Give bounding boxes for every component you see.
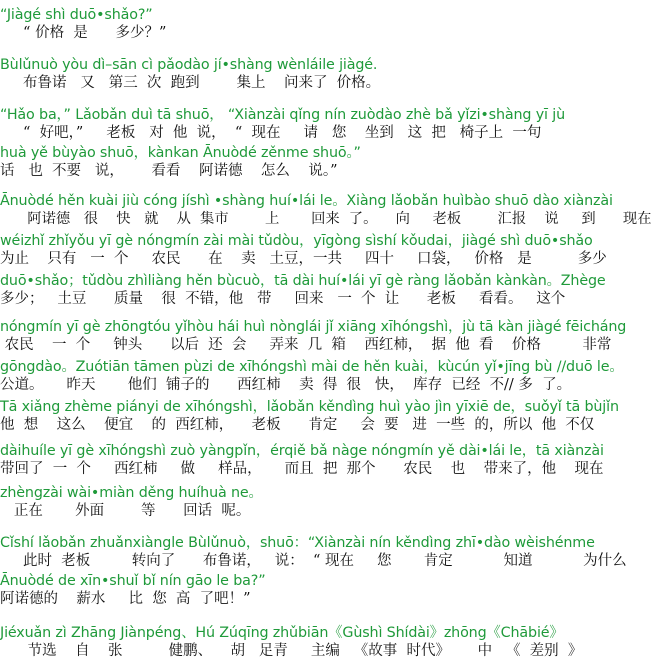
pinyin-line: Ānuòdé hěn kuài jiù cóng jíshì •shàng huí•lái le。Xiàng lǎobǎn huìbào shuō dào xiànzài xyxy=(0,193,613,209)
hanzi-line: 多少； 土豆 质量 很 不错，他 带 回来 一 个 让 老板 看看。 这个 xyxy=(0,291,566,307)
hanzi-line: 为止 只有 一 个 农民 在 卖 土豆，一共 四十 口袋， 价格 是 多少 xyxy=(0,251,607,267)
pinyin-line: Ānuòdé de xīn•shuǐ bǐ nín gāo le ba?” xyxy=(0,573,266,589)
hanzi-line: 布鲁诺 又 第三 次 跑到 集上 问来了 价格。 xyxy=(0,75,381,91)
hanzi-line: 公道。 昨天 他们 铺子的 西红柿 卖 得 很 快， 库存 已经 不// 多 了。 xyxy=(0,377,572,393)
pinyin-line: Jiéxuǎn zì Zhāng Jiànpéng、Hú Zúqīng zhǔbiān《Gùshì Shídài》zhōng《Chābié》 xyxy=(0,625,564,641)
pinyin-line: nóngmín yī gè zhōngtóu yǐhòu hái huì nònglái jǐ xiāng xīhóngshì，jù tā kàn jiàgé fēicháng xyxy=(0,319,627,335)
pinyin-line: wéizhǐ zhǐyǒu yī gè nóngmín zài mài tǔdòu，yīgòng sìshí kǒudai，jiàgé shì duō•shǎo xyxy=(0,233,593,249)
pinyin-line: “Jiàgé shì duō•shǎo?” xyxy=(0,7,153,23)
hanzi-line: “ 价格 是 多少？” xyxy=(0,25,167,41)
hanzi-line: 阿诺德 很 快 就 从 集市 上 回来 了。 向 老板 汇报 说 到 现在 xyxy=(0,211,652,227)
pinyin-line: Cǐshí lǎobǎn zhuǎnxiàngle Bùlǔnuò，shuō：“Xiànzài nín kěndìng zhī•dào wèishénme xyxy=(0,535,595,551)
hanzi-line: 此时 老板 转向了 布鲁诺， 说： “ 现在 您 肯定 知道 为什么 xyxy=(0,553,627,569)
pinyin-line: huà yě bùyào shuō，kànkan Ānuòdé zěnme shuō。” xyxy=(0,145,361,161)
pinyin-line: gōngdào。Zuótiān tāmen pùzi de xīhóngshì mài de hěn kuài，kùcún yǐ•jīng bù //duō le。 xyxy=(0,359,624,375)
pinyin-line: zhèngzài wài•miàn děng huíhuà ne。 xyxy=(0,485,263,501)
hanzi-line: 正在 外面 等 回话 呢。 xyxy=(0,503,251,519)
hanzi-line: 带回了 一 个 西红柿 做 样品， 而且 把 那个 农民 也 带来了，他 现在 xyxy=(0,461,604,477)
hanzi-line: 话 也 不要 说， 看看 阿诺德 怎么 说。” xyxy=(0,163,338,179)
hanzi-line: 农民 一 个 钟头 以后 还 会 弄来 几 箱 西红柿， 据 他 看 价格 非常 xyxy=(0,337,612,353)
hanzi-line: 阿诺德的 薪水 比 您 高 了吧！” xyxy=(0,591,251,607)
hanzi-line: 他 想 这么 便宜 的 西红柿， 老板 肯定 会 要 进 一些 的，所以 他 不仅 xyxy=(0,417,595,433)
pinyin-line: duō•shǎo；tǔdòu zhìliàng hěn bùcuò，tā dài huí•lái yī gè ràng lǎobǎn kànkàn。Zhège xyxy=(0,273,606,289)
pinyin-line: “Hǎo ba，” Lǎobǎn duì tā shuō， “Xiànzài qǐng nín zuòdào zhè bǎ yǐzi•shàng yī jù xyxy=(0,107,565,123)
pinyin-line: Tā xiǎng zhème piányi de xīhóngshì，lǎobǎn kěndìng huì yào jìn yīxiē de，suǒyǐ tā bùjǐn xyxy=(0,399,619,415)
hanzi-line: 节选 自 张 健鹏、 胡 足青 主编 《故事 时代》 中 《 差别 》 xyxy=(0,643,583,659)
pinyin-line: Bùlǔnuò yòu dì–sān cì pǎodào jí•shàng wènláile jiàgé. xyxy=(0,57,378,73)
hanzi-line: “ 好吧，” 老板 对 他 说， “ 现在 请 您 坐到 这 把 椅子上 一句 xyxy=(0,125,542,141)
pinyin-line: dàihuíle yī gè xīhóngshì zuò yàngpǐn，érqiě bǎ nàge nóngmín yě dài•lái le，tā xiànzài xyxy=(0,443,604,459)
